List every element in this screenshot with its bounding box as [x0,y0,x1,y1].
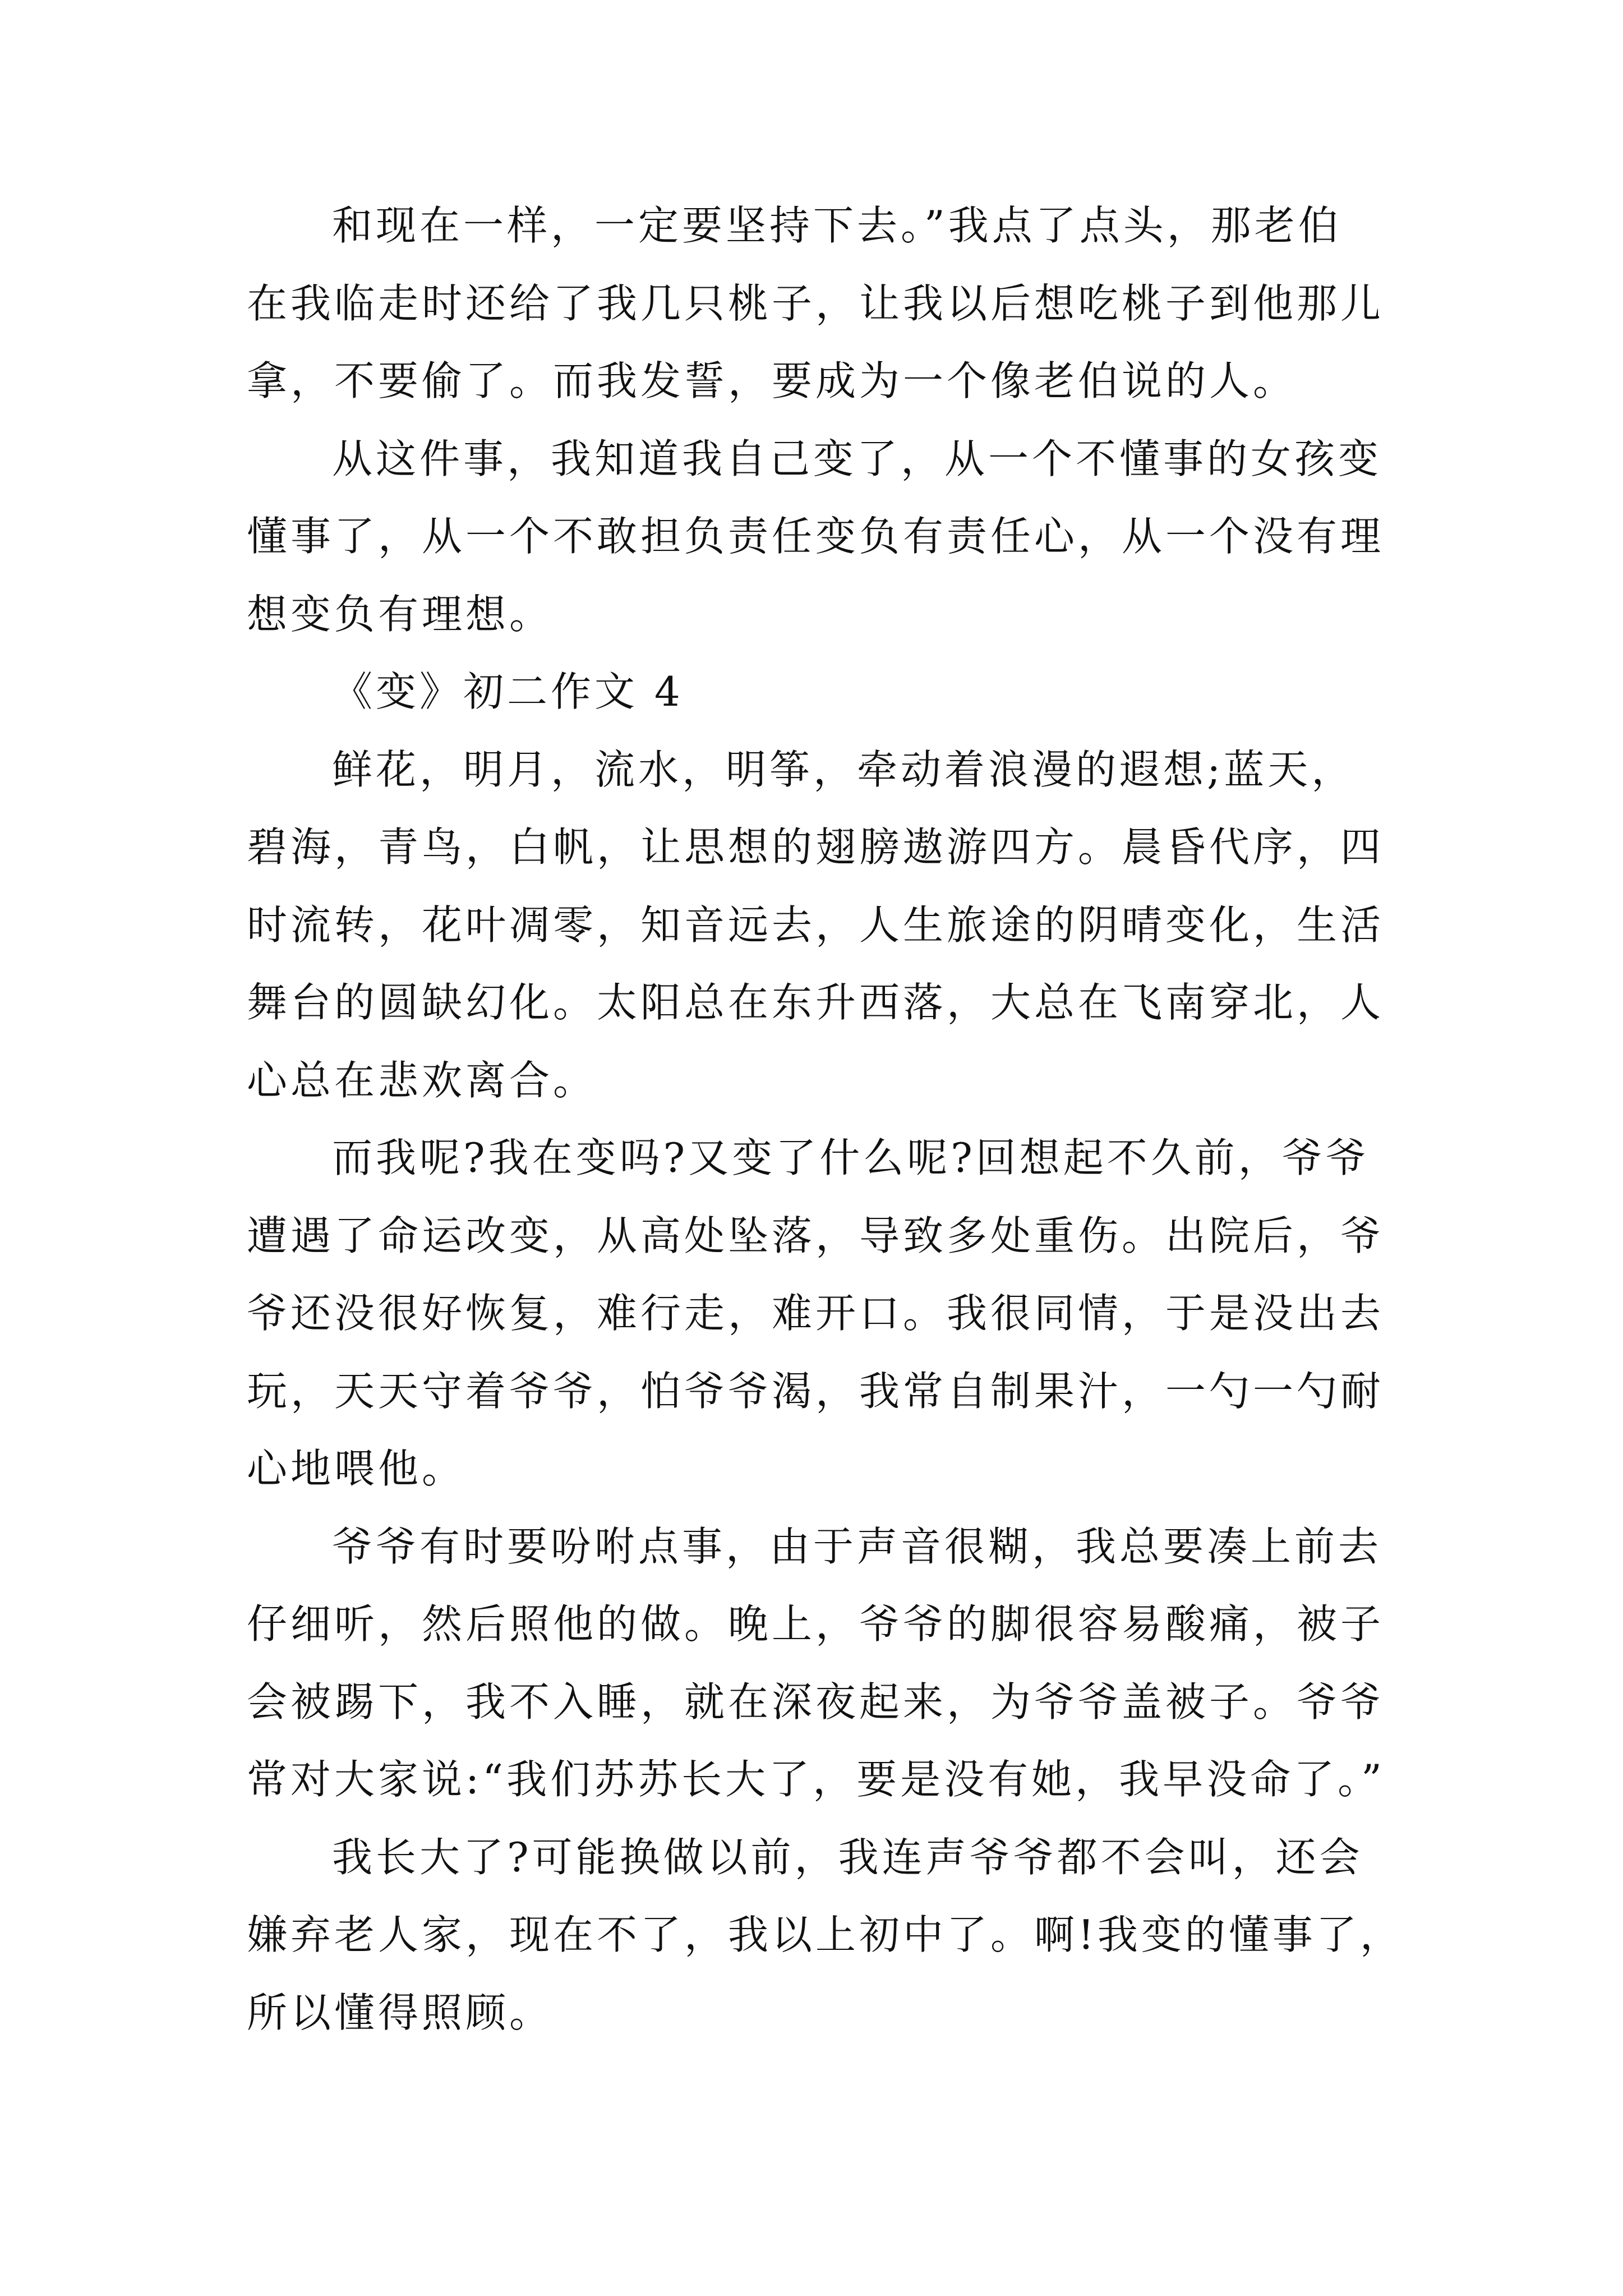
text-line: 懂事了，从一个不敢担负责任变负有责任心，从一个没有理 [247,513,1385,560]
text-line: 从这件事，我知道我自己变了，从一个不懂事的女孩变 [332,435,1382,482]
text-line: 想变负有理想。 [247,590,554,638]
text-line: 我长大了?可能换做以前，我连声爷爷都不会叫，还会 [332,1833,1363,1881]
text-line: 遭遇了命运改变，从高处坠落，导致多处重伤。出院后，爷 [247,1212,1385,1259]
text-line: 所以懂得照顾。 [247,1989,554,2036]
text-line: 舞台的圆缺幻化。太阳总在东升西落，大总在飞南穿北，人 [247,979,1385,1026]
text-line: 时流转，花叶凋零，知音远去，人生旅途的阴晴变化，生活 [247,901,1385,949]
text-line: 玩，天天守着爷爷，怕爷爷渴，我常自制果汁，一勺一勺耐 [247,1367,1385,1415]
text-line: 拿，不要偷了。而我发誓，要成为一个像老伯说的人。 [247,357,1297,404]
text-line: 和现在一样，一定要坚持下去。”我点了点头，那老伯 [332,202,1342,249]
text-line: 爷爷有时要吩咐点事，由于声音很糊，我总要凑上前去 [332,1522,1382,1570]
text-line: 嫌弃老人家，现在不了，我以上初中了。啊!我变的懂事了， [247,1911,1404,1958]
text-line: 爷还没很好恢复，难行走，难开口。我很同情，于是没出去 [247,1290,1385,1337]
text-line: 心地喂他。 [247,1445,466,1492]
text-line: 碧海，青鸟，白帆，让思想的翅膀遨游四方。晨昏代序，四 [247,823,1385,871]
text-line: 常对大家说:“我们苏苏长大了，要是没有她，我早没命了。” [247,1756,1385,1803]
document-body [247,187,1404,2051]
text-line: 而我呢?我在变吗?又变了什么呢?回想起不久前，爷爷 [332,1134,1370,1181]
text-line: 会被踢下，我不入睡，就在深夜起来，为爷爷盖被子。爷爷 [247,1678,1385,1726]
text-line: 心总在悲欢离合。 [247,1056,597,1104]
text-line: 在我临走时还给了我几只桃子，让我以后想吃桃子到他那儿 [247,279,1385,327]
text-line: 鲜花，明月，流水，明筝，牵动着浪漫的遐想;蓝天， [332,746,1355,793]
section-heading: 《变》初二作文 4 [332,668,684,715]
text-line: 仔细听，然后照他的做。晚上，爷爷的脚很容易酸痛，被子 [247,1600,1385,1648]
